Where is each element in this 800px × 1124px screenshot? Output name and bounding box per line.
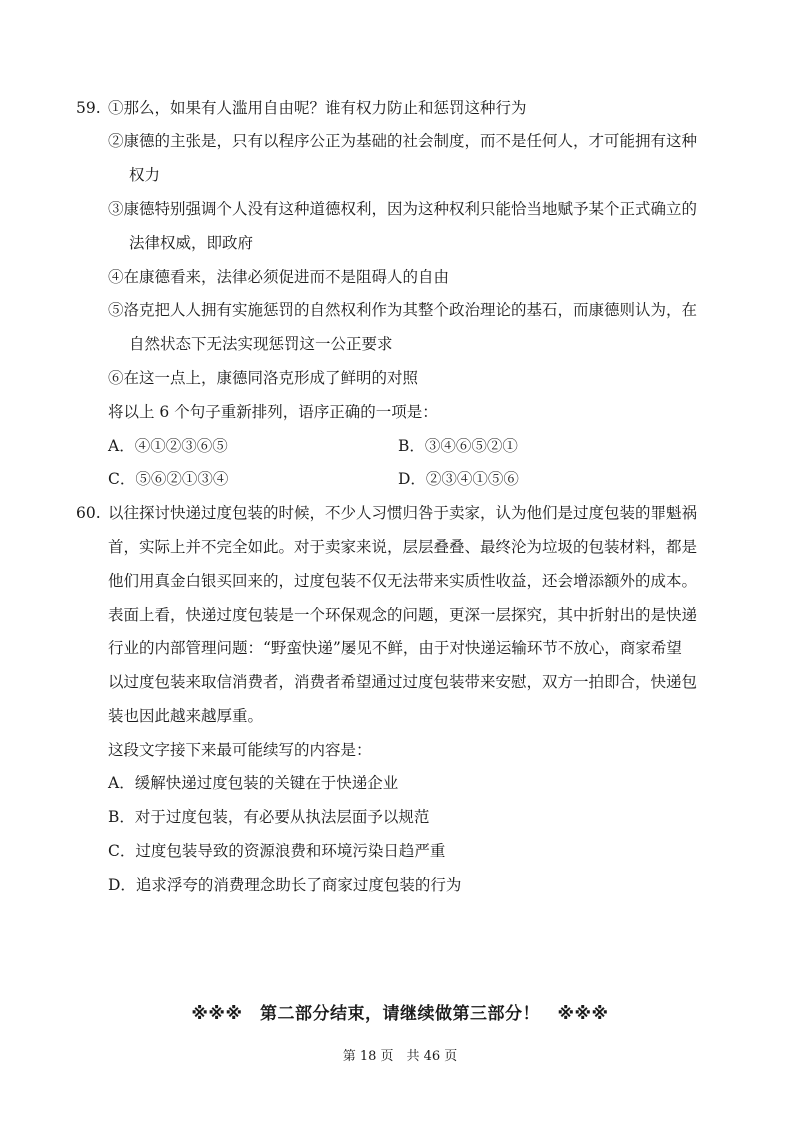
question-59-number: 59. xyxy=(76,99,101,117)
q59-option-b: B．③④⑥⑤②① xyxy=(398,437,518,455)
q60-passage-line-7: 装也因此越来越厚重。 xyxy=(108,707,264,725)
q60-prompt: 这段文字接下来最可能续写的内容是： xyxy=(108,741,372,759)
q59-prompt: 将以上 6 个句子重新排列，语序正确的一项是： xyxy=(108,403,438,421)
q60-passage-line-3: 他们用真金白银买回来的，过度包装不仅无法带来实质性收益，还会增添额外的成本。 xyxy=(108,572,698,590)
q59-option-a: A．④①②③⑥⑤ xyxy=(108,437,228,455)
q60-option-d: D．追求浮夸的消费理念助长了商家过度包装的行为 xyxy=(108,876,462,894)
q59-sentence-1: ①那么，如果有人滥用自由呢？谁有权力防止和惩罚这种行为 xyxy=(108,99,527,117)
q59-sentence-5: ⑤洛克把人人拥有实施惩罚的自然权利作为其整个政治理论的基石，而康德则认为，在 xyxy=(108,301,698,319)
q59-sentence-5-cont: 自然状态下无法实现惩罚这一公正要求 xyxy=(129,335,393,353)
q59-option-d: D．②③④①⑤⑥ xyxy=(398,470,519,488)
q59-option-c: C．⑤⑥②①③④ xyxy=(108,470,229,488)
q59-sentence-2: ②康德的主张是，只有以程序公正为基础的社会制度，而不是任何人，才可能拥有这种 xyxy=(108,132,698,150)
page-number: 第 18 页 共 46 页 xyxy=(342,1049,458,1064)
q60-passage-line-1: 以往探讨快递过度包装的时候，不少人习惯归咎于卖家，认为他们是过度包装的罪魁祸 xyxy=(108,504,698,522)
q59-sentence-4: ④在康德看来，法律必须促进而不是阻碍人的自由 xyxy=(108,268,450,286)
q59-sentence-3: ③康德特别强调个人没有这种道德权利，因为这种权利只能恰当地赋予某个正式确立的 xyxy=(108,200,698,218)
q60-passage-line-4: 表面上看，快递过度包装是一个环保观念的问题，更深一层探究，其中折射出的是快递 xyxy=(108,606,698,624)
q59-sentence-6: ⑥在这一点上，康德同洛克形成了鲜明的对照 xyxy=(108,369,419,387)
q60-passage-line-2: 首，实际上并不完全如此。对于卖家来说，层层叠叠、最终沦为垃圾的包装材料，都是 xyxy=(108,538,698,556)
q60-option-c: C．过度包装导致的资源浪费和环境污染日趋严重 xyxy=(108,842,446,860)
q59-sentence-3-cont: 法律权威，即政府 xyxy=(129,234,254,252)
q60-passage-line-5: 行业的内部管理问题：“野蛮快递”屡见不鲜，由于对快递运输环节不放心，商家希望 xyxy=(108,639,682,657)
section-end-banner: ※※※ 第二部分结束，请继续做第三部分！ ※※※ xyxy=(191,1004,609,1024)
q60-option-a: A．缓解快递过度包装的关键在于快递企业 xyxy=(108,774,399,792)
q60-option-b: B．对于过度包装，有必要从执法层面予以规范 xyxy=(108,808,430,826)
q60-passage-line-6: 以过度包装来取信消费者，消费者希望通过过度包装带来安慰，双方一拍即合，快递包 xyxy=(108,673,698,691)
question-60-number: 60. xyxy=(76,504,101,522)
q59-sentence-2-cont: 权力 xyxy=(129,166,161,184)
